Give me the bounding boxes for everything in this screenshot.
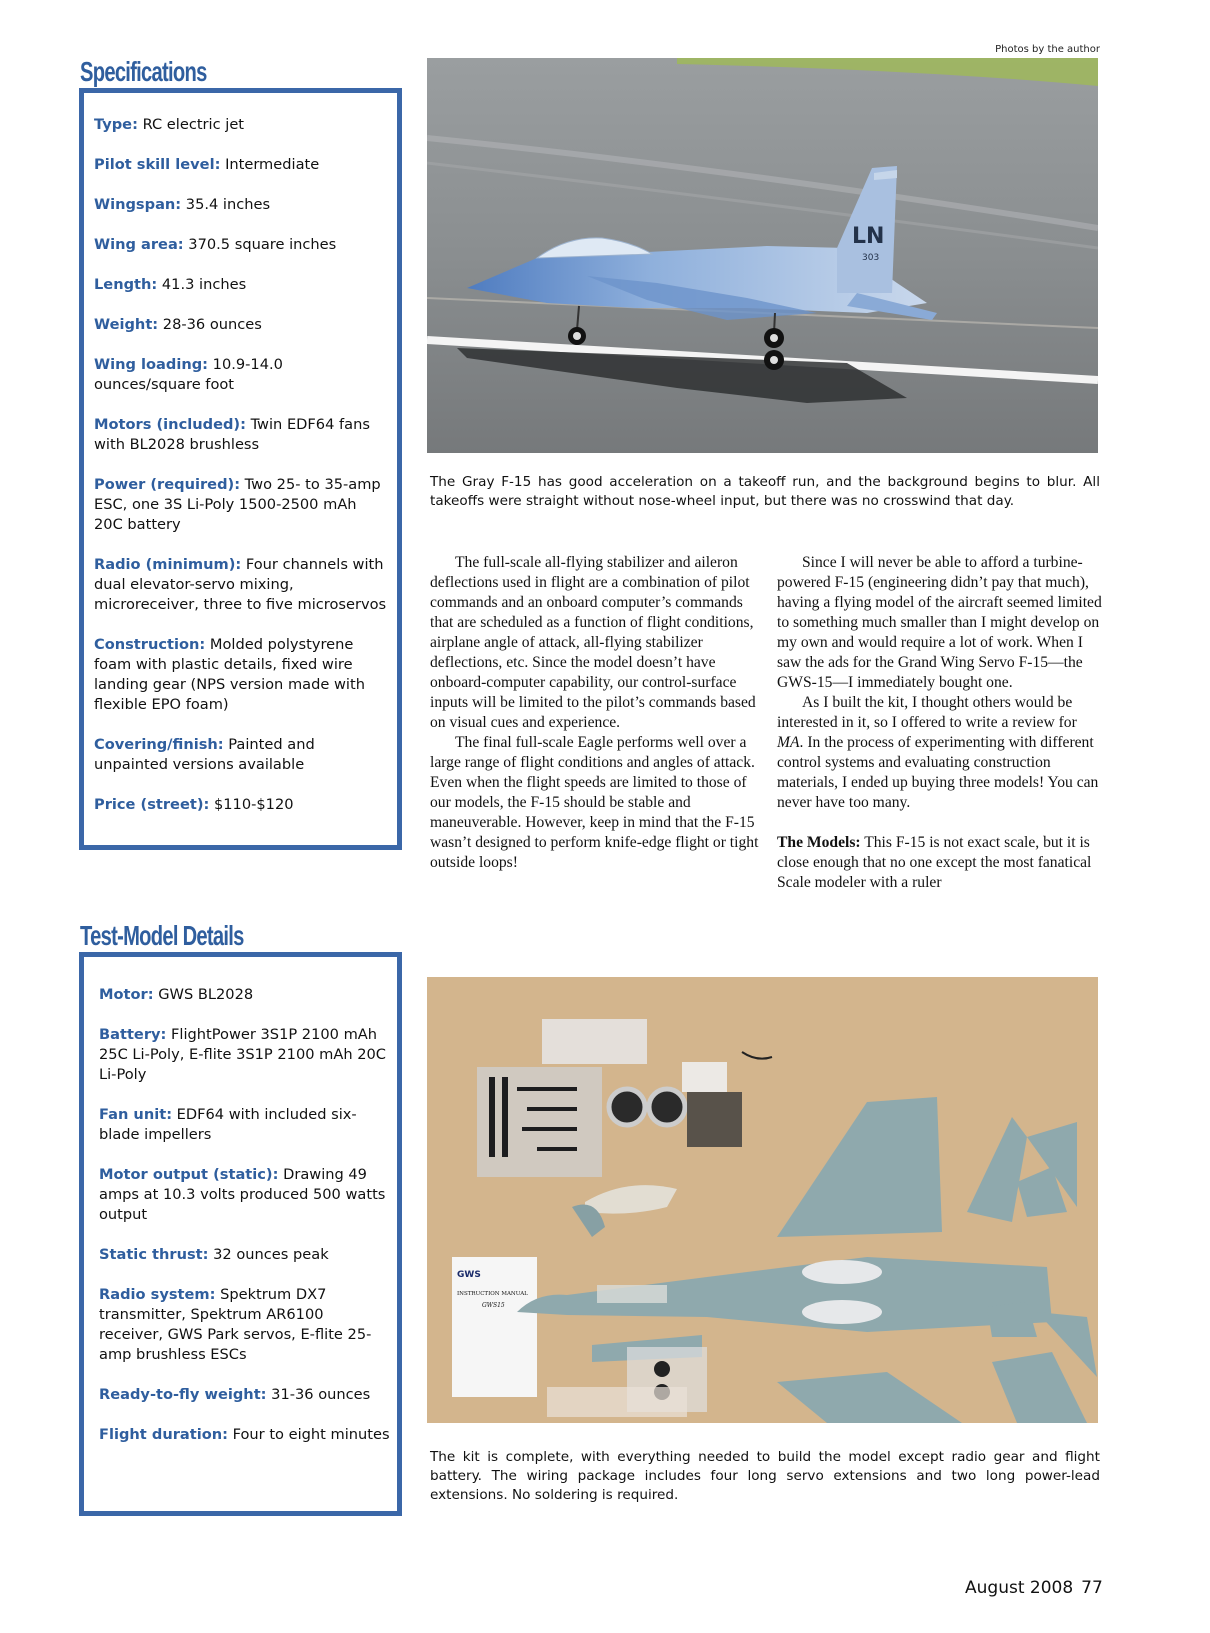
test-value: 32 ounces peak xyxy=(213,1246,329,1263)
tail-number-text: 303 xyxy=(862,253,880,263)
spec-value: Twin EDF64 fans with BL2028 brushless xyxy=(94,416,370,453)
page-number: 77 xyxy=(1081,1578,1103,1598)
test-label: Static thrust: xyxy=(99,1246,209,1263)
spec-value: Molded polystyrene foam with plastic details, fixed wire landing gear (NPS version made with flexible EPO foam) xyxy=(94,636,365,713)
article-paragraph xyxy=(777,833,1107,893)
article-text: This F-15 is not exact scale, but it is close enough that no one except the most fanatical Scale modeler with a ruler xyxy=(777,834,1092,891)
test-item xyxy=(99,1025,391,1085)
test-value: Drawing 49 amps at 10.3 volts produced 500 watts output xyxy=(99,1166,386,1223)
spec-item xyxy=(94,475,389,535)
spec-label: Wing loading: xyxy=(94,356,209,373)
test-label: Fan unit: xyxy=(99,1106,173,1123)
tail-code-text: LN xyxy=(852,224,885,249)
test-value: GWS BL2028 xyxy=(158,986,254,1003)
f15-takeoff-image xyxy=(427,58,1098,453)
article-text: . In the process of experimenting with different control systems and evaluating construction materials, I ended up buying three models! You can never have too many. xyxy=(777,734,1099,811)
test-item xyxy=(99,1385,391,1405)
issue-date: August 2008 xyxy=(965,1578,1074,1598)
manual-model-text: GWS15 xyxy=(482,1302,505,1309)
spec-item xyxy=(94,315,389,335)
spec-value: $110-$120 xyxy=(213,796,294,813)
test-value: EDF64 with included six-blade impellers xyxy=(99,1106,357,1143)
test-model-box xyxy=(79,952,402,1516)
article-text: As I built the kit, I thought others would be interested in it, so I offered to write a review for xyxy=(777,694,1077,731)
spec-label: Radio (minimum): xyxy=(94,556,242,573)
specifications-box xyxy=(79,88,402,850)
spec-item xyxy=(94,635,389,715)
spec-value: Painted and unpainted versions available xyxy=(94,736,315,773)
spec-label: Motors (included): xyxy=(94,416,246,433)
test-value: Spektrum DX7 transmitter, Spektrum AR6100 receiver, GWS Park servos, E-flite 25-amp brushless ESCs xyxy=(99,1286,372,1363)
article-left-column xyxy=(430,553,760,873)
spec-item xyxy=(94,735,389,775)
article-paragraph: The final full-scale Eagle performs well over a large range of flight conditions and angles of attack. Even when the flight speeds are limited to those of our models, the F-15 should be stable and maneuverable. However, keep in mind that the F-15 wasn’t designed to perform knife-edge flight or tight outside loops! xyxy=(430,734,759,871)
spec-value: 370.5 square inches xyxy=(188,236,337,253)
manual-title-text: INSTRUCTION MANUAL xyxy=(457,1291,528,1297)
spec-item xyxy=(94,275,389,295)
spec-item xyxy=(94,235,389,255)
spec-label: Wing area: xyxy=(94,236,184,253)
spec-item xyxy=(94,155,389,175)
takeoff-photo-caption: The Gray F-15 has good acceleration on a takeoff run, and the background begins to blur. All takeoffs were straight without nose-wheel input, but there was no crosswind that day. xyxy=(430,474,1100,509)
test-label: Flight duration: xyxy=(99,1426,228,1443)
test-label: Motor: xyxy=(99,986,154,1003)
article-paragraph xyxy=(777,693,1107,813)
spec-label: Power (required): xyxy=(94,476,241,493)
spec-value: Two 25- to 35-amp ESC, one 3S Li-Poly 1500-2500 mAh 20C battery xyxy=(94,476,381,533)
article-paragraph: The full-scale all-flying stabilizer and aileron deflections used in flight are a combination of pilot commands and an onboard computer’s commands that are scheduled as a function of flight conditions, airplane angle of attack, all-flying stabilizer deflections, etc. Since the model doesn’t have onboard-computer capability, our control-surface inputs will be limited to the pilot’s commands based on visual cues and experience. xyxy=(430,554,756,731)
magazine-name: MA xyxy=(777,734,800,751)
spec-label: Price (street): xyxy=(94,796,210,813)
kit-photo-caption: The kit is complete, with everything needed to build the model except radio gear and flight battery. The wiring package includes four long servo extensions and two long power-lead extensions. No soldering is required. xyxy=(430,1449,1100,1503)
spec-value: 28-36 ounces xyxy=(162,316,262,333)
spec-value: Four channels with dual elevator-servo mixing, microreceiver, three to five microservos xyxy=(94,556,387,613)
article-paragraph: Since I will never be able to afford a turbine-powered F-15 (engineering didn’t pay that much), having a flying model of the aircraft seemed limited to something much smaller than I might develop on my own and would require a lot of work. When I saw the ads for the Grand Wing Servo F-15—the GWS-15—I immediately bought one. xyxy=(777,554,1102,691)
test-label: Radio system: xyxy=(99,1286,216,1303)
spec-label: Covering/finish: xyxy=(94,736,224,753)
test-item xyxy=(99,1285,391,1365)
spec-label: Wingspan: xyxy=(94,196,182,213)
test-model-heading: Test-Model Details xyxy=(80,920,244,951)
spec-item xyxy=(94,795,389,815)
spec-value: 41.3 inches xyxy=(161,276,247,293)
spec-item xyxy=(94,415,389,455)
spec-value: 35.4 inches xyxy=(185,196,271,213)
test-label: Motor output (static): xyxy=(99,1166,279,1183)
test-label: Battery: xyxy=(99,1026,167,1043)
spec-item xyxy=(94,555,389,615)
spec-label: Pilot skill level: xyxy=(94,156,221,173)
specifications-heading: Specifications xyxy=(80,56,207,87)
test-item xyxy=(99,1425,391,1445)
page-footer xyxy=(965,1578,1103,1598)
spec-value: RC electric jet xyxy=(142,116,245,133)
takeoff-photo xyxy=(427,58,1098,453)
article-right-column xyxy=(777,553,1107,893)
spec-item xyxy=(94,355,389,395)
spec-item xyxy=(94,195,389,215)
spec-item xyxy=(94,115,389,135)
test-item xyxy=(99,1105,391,1145)
test-value: FlightPower 3S1P 2100 mAh 25C Li-Poly, E-flite 3S1P 2100 mAh 20C Li-Poly xyxy=(99,1026,387,1083)
test-item xyxy=(99,985,391,1005)
test-label: Ready-to-fly weight: xyxy=(99,1386,267,1403)
spec-value: 10.9-14.0 ounces/square foot xyxy=(94,356,283,393)
spec-label: Length: xyxy=(94,276,158,293)
kit-contents-image xyxy=(427,977,1098,1423)
test-value: 31-36 ounces xyxy=(271,1386,371,1403)
test-value: Four to eight minutes xyxy=(232,1426,390,1443)
spec-label: Type: xyxy=(94,116,138,133)
kit-photo xyxy=(427,977,1098,1423)
spec-label: Construction: xyxy=(94,636,206,653)
test-item xyxy=(99,1245,391,1265)
photo-credit: Photos by the author xyxy=(995,44,1100,55)
spec-label: Weight: xyxy=(94,316,159,333)
section-subheading: The Models: xyxy=(777,834,861,851)
test-item xyxy=(99,1165,391,1225)
spec-value: Intermediate xyxy=(225,156,320,173)
manual-brand-text: GWS xyxy=(457,1270,481,1280)
